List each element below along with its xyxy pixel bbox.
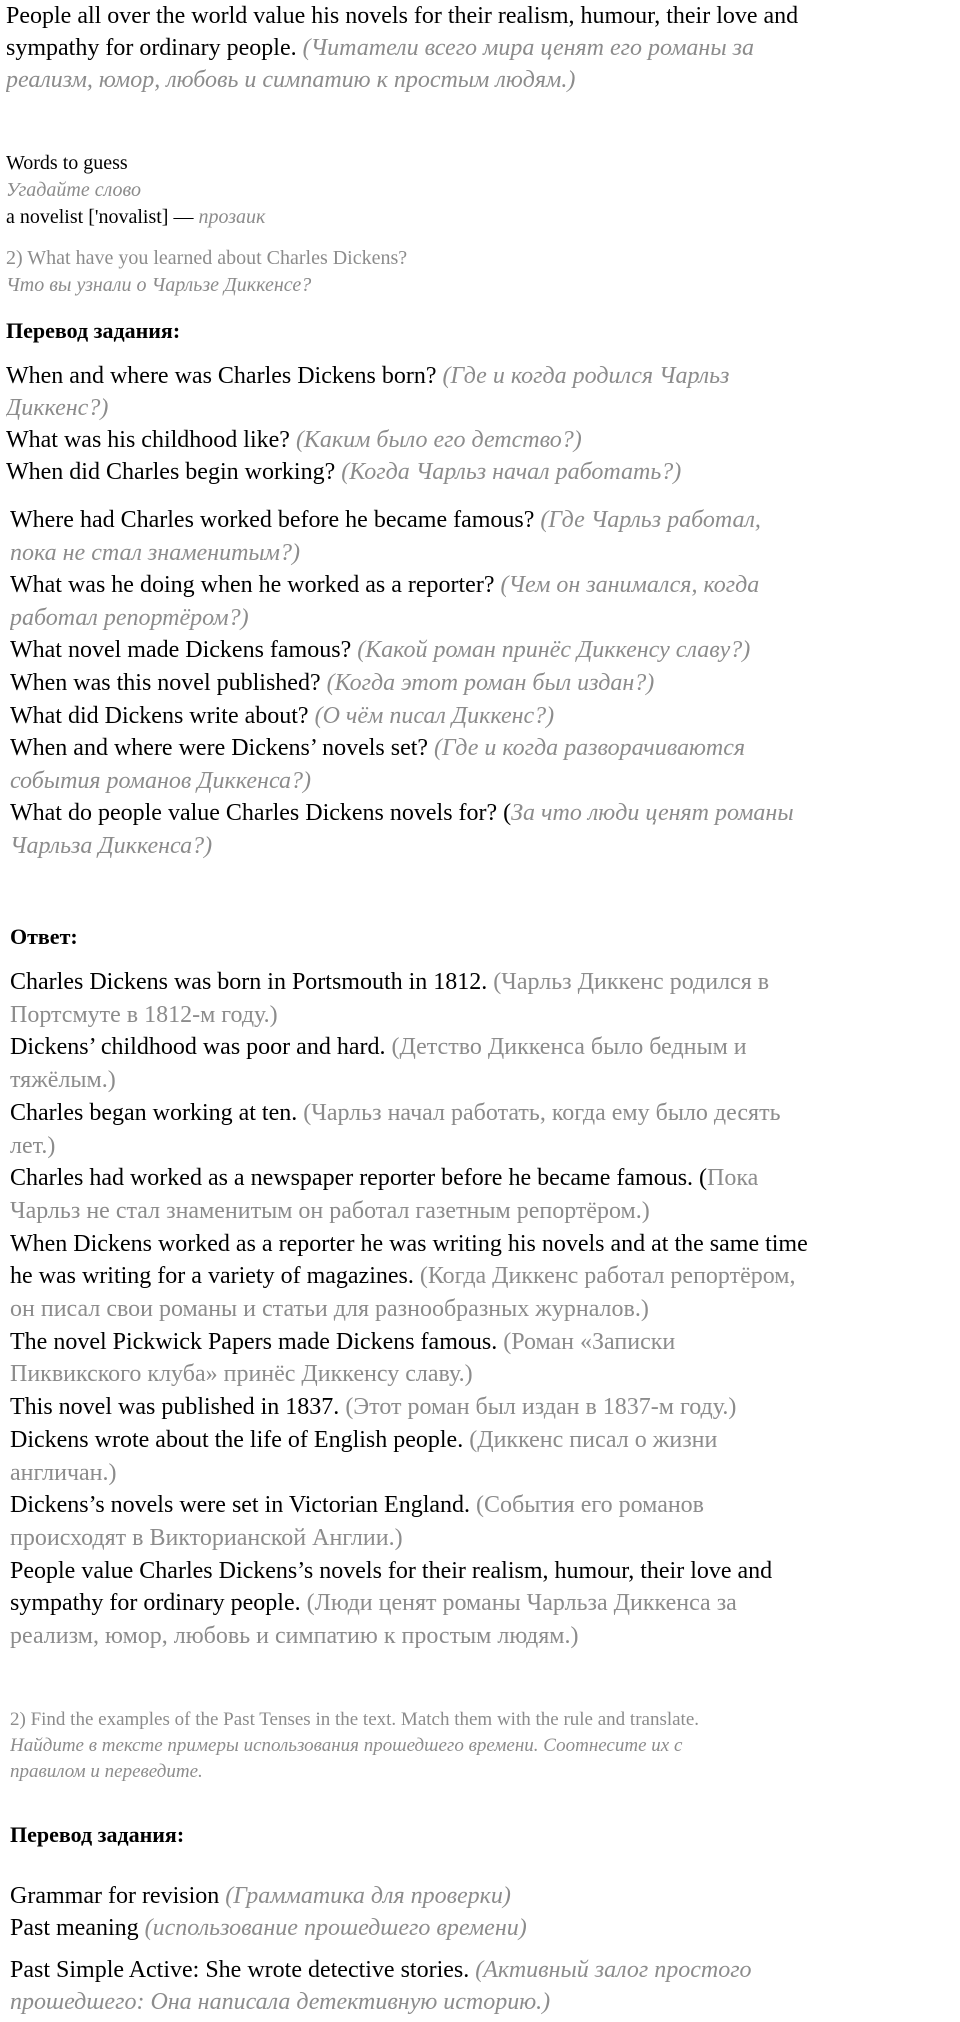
question-text: What do people value Charles Dickens novels for? ( (10, 800, 512, 827)
words-to-guess (0, 150, 960, 231)
question-translation: (Какой роман принёс Диккенсу славу?) (357, 637, 751, 664)
answer-translation: Чарльз не стал знаменитым он работал газетным репортёром.) (10, 1197, 650, 1224)
task-1-text: 2) What have you learned about Charles Dickens? (6, 247, 408, 269)
grammar-translation: прошедшего: Она написала детективную историю.) (10, 1989, 551, 2015)
answer-translation: (Роман «Записки (503, 1328, 676, 1355)
answer-translation: Пиквикского клуба» принёс Диккенсу славу.) (10, 1361, 473, 1388)
grammar-translation: (Грамматика для проверки) (225, 1883, 511, 1909)
question-translation: За что люди ценят романы (511, 800, 794, 827)
question-translation: пока не стал знаменитым?) (10, 539, 300, 566)
answer-translation: Портсмуте в 1812-м году.) (10, 1001, 278, 1028)
answer-translation: тяжёлым.) (10, 1067, 116, 1094)
answer-text: Charles began working at ten. (10, 1099, 298, 1126)
question-text: What was he doing when he worked as a reporter? (10, 572, 495, 599)
answer-text: Charles had worked as a newspaper reporter before he became famous. ( (10, 1165, 708, 1192)
intro-text: sympathy for ordinary people. (6, 35, 297, 61)
task-2-translation: правилом и переведите. (10, 1761, 203, 1782)
question-translation: (Каким было его детство?) (295, 427, 582, 453)
words-heading-translation: Угадайте слово (6, 179, 141, 201)
task-2 (0, 1707, 960, 1785)
question-text: Where had Charles worked before he became famous? (10, 507, 535, 533)
grammar-text: Past meaning (10, 1915, 139, 1941)
answer-translation: (Этот роман был издан в 1837-м году.) (345, 1394, 737, 1421)
task-2-translation: Найдите в тексте примеры использования прошедшего времени. Соотнесите их с (10, 1735, 683, 1756)
question-translation: (Чем он занимался, когда (500, 572, 760, 599)
grammar-text: Past Simple Active: She wrote detective stories. (10, 1957, 470, 1983)
question-translation: Диккенс?) (6, 395, 109, 421)
answer-translation: (События его романов (476, 1492, 705, 1519)
question-translation: (Когда этот роман был издан?) (326, 669, 655, 696)
translation-heading: Перевод задания: (10, 1822, 185, 1847)
answers-list (0, 966, 960, 1653)
intro-translation: (Читатели всего мира ценят его романы за (302, 35, 754, 61)
question-translation: (Где и когда родился Чарльз (442, 363, 730, 389)
answer-translation: англичан.) (10, 1459, 117, 1486)
question-text: When and where was Charles Dickens born? (6, 363, 437, 389)
task-1-translation: Что вы узнали о Чарльзе Диккенсе? (6, 274, 312, 296)
question-text: What was his childhood like? (6, 427, 290, 453)
answer-translation: он писал свои романы и статьи для разнообразных журналов.) (10, 1296, 649, 1323)
answer-translation: Пока (707, 1165, 759, 1192)
intro-translation: реализм, юмор, любовь и симпатию к простым людям.) (6, 67, 576, 93)
answer-text: sympathy for ordinary people. (10, 1590, 301, 1617)
translation-heading: Перевод задания: (6, 318, 181, 343)
answer-text: Dickens’s novels were set in Victorian England. (10, 1492, 471, 1519)
answer-translation: (Диккенс писал о жизни (469, 1426, 718, 1453)
answer-translation: реализм, юмор, любовь и симпатию к простым людям.) (10, 1623, 579, 1650)
question-text: When did Charles begin working? (6, 459, 336, 485)
task-2-text: 2) Find the examples of the Past Tenses in the text. Match them with the rule and translate. (10, 1709, 700, 1730)
question-translation: события романов Диккенса?) (10, 767, 311, 794)
task-1 (0, 245, 960, 299)
question-translation: работал репортёром?) (10, 604, 249, 631)
question-text: What did Dickens write about? (10, 702, 309, 729)
intro-paragraph (0, 0, 960, 96)
answer-translation: (Когда Диккенс работал репортёром, (419, 1263, 796, 1290)
answer-translation: (Детство Диккенса было бедным и (391, 1034, 747, 1061)
question-translation: (Когда Чарльз начал работать?) (341, 459, 682, 485)
answer-translation: (Чарльз начал работать, когда ему было десять (303, 1099, 781, 1126)
question-translation: (О чём писал Диккенс?) (314, 702, 555, 729)
question-text: When and where were Dickens’ novels set? (10, 735, 429, 762)
questions-list (0, 360, 960, 488)
vocab-translation: прозаик (198, 206, 266, 228)
answer-text: This novel was published in 1837. (10, 1394, 340, 1421)
answer-text: Dickens’ childhood was poor and hard. (10, 1034, 386, 1061)
questions-list (0, 504, 960, 863)
answer-text: Charles Dickens was born in Portsmouth in 1812. (10, 969, 488, 995)
words-heading: Words to guess (6, 152, 128, 174)
grammar-translation: (использование прошедшего времени) (144, 1915, 527, 1941)
question-translation: (Где и когда разворачиваются (434, 735, 746, 762)
question-translation: Чарльза Диккенса?) (10, 832, 213, 859)
intro-line: People all over the world value his novels for their realism, humour, their love and (6, 3, 799, 29)
grammar-translation: (Активный залог простого (475, 1957, 752, 1983)
answer-text: Dickens wrote about the life of English people. (10, 1426, 464, 1453)
answer-translation: (Люди ценят романы Чарльза Диккенса за (306, 1590, 737, 1617)
question-text: What novel made Dickens famous? (10, 637, 352, 664)
answer-text: When Dickens worked as a reporter he was writing his novels and at the same time (10, 1230, 808, 1257)
answer-translation: происходят в Викторианской Англии.) (10, 1524, 403, 1551)
question-text: When was this novel published? (10, 669, 321, 696)
grammar-text: Grammar for revision (10, 1883, 220, 1909)
answer-translation: лет.) (10, 1132, 56, 1159)
vocab-entry: a novelist ['novalist] — (6, 206, 194, 228)
answer-heading: Ответ: (10, 924, 78, 949)
answer-text: he was writing for a variety of magazines. (10, 1263, 414, 1290)
answer-text: The novel Pickwick Papers made Dickens famous. (10, 1328, 498, 1355)
grammar-example (0, 1954, 960, 2018)
answer-translation: (Чарльз Диккенс родился в (493, 969, 770, 995)
question-translation: (Где Чарльз работал, (540, 507, 761, 533)
grammar-list (0, 1880, 960, 1944)
answer-text: People value Charles Dickens’s novels for their realism, humour, their love and (10, 1557, 773, 1584)
